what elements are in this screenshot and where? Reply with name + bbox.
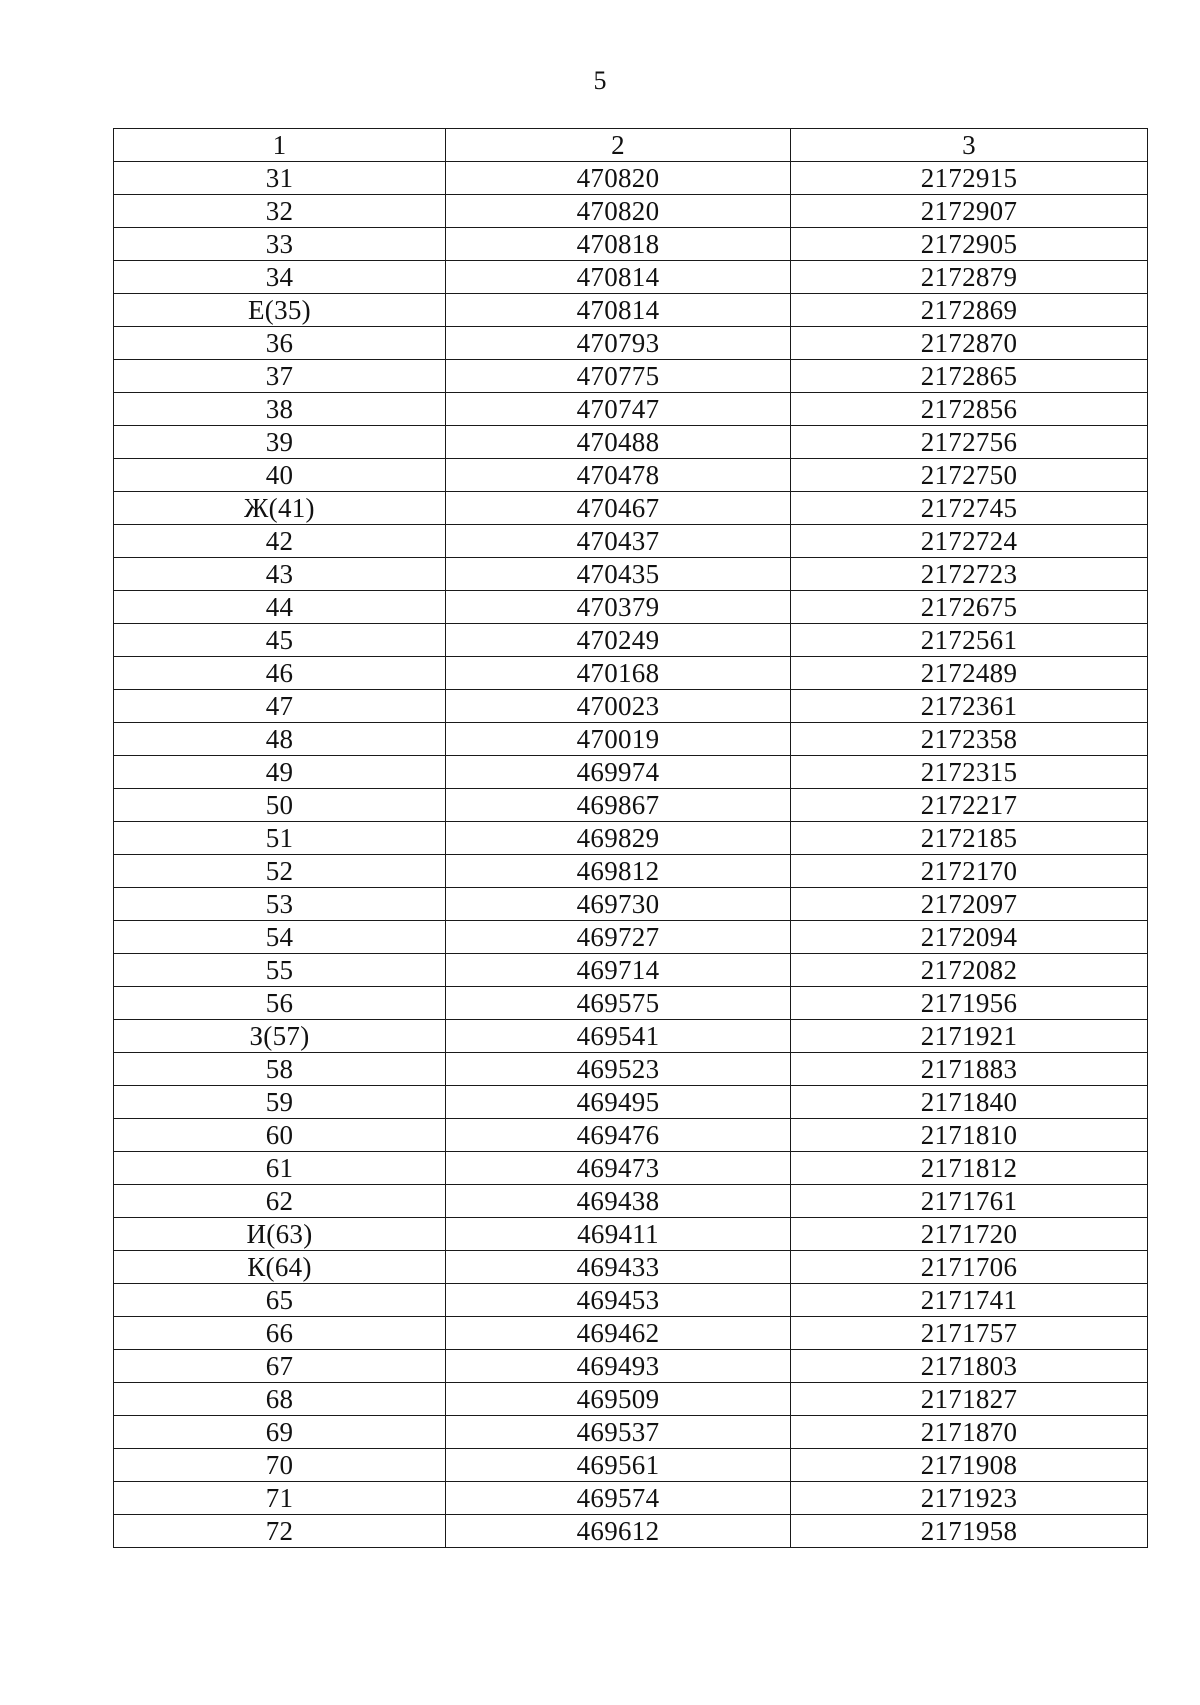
point-number-cell: 62 [114, 1185, 446, 1218]
table-row [114, 1284, 1148, 1317]
coordinate-x-cell: 469495 [446, 1086, 791, 1119]
coordinate-y-cell: 2171803 [791, 1350, 1148, 1383]
coordinate-x-cell: 469727 [446, 921, 791, 954]
coordinate-x-cell: 470478 [446, 459, 791, 492]
coordinate-y-cell: 2172489 [791, 657, 1148, 690]
table-row [114, 888, 1148, 921]
coordinate-y-cell: 2172756 [791, 426, 1148, 459]
coordinate-y-cell: 2172094 [791, 921, 1148, 954]
table-row [114, 1383, 1148, 1416]
coordinate-y-cell: 2171908 [791, 1449, 1148, 1482]
table-row [114, 1185, 1148, 1218]
table-row [114, 690, 1148, 723]
coordinate-y-cell: 2171720 [791, 1218, 1148, 1251]
coordinate-x-cell: 469714 [446, 954, 791, 987]
coordinate-y-cell: 2172750 [791, 459, 1148, 492]
coordinate-y-cell: 2172870 [791, 327, 1148, 360]
coordinate-y-cell: 2172724 [791, 525, 1148, 558]
coordinate-y-cell: 2172723 [791, 558, 1148, 591]
point-number-cell: 49 [114, 756, 446, 789]
table-row [114, 492, 1148, 525]
table-row [114, 327, 1148, 360]
coordinate-x-cell: 469473 [446, 1152, 791, 1185]
coordinate-x-cell: 469812 [446, 855, 791, 888]
point-number-cell: Ж(41) [114, 492, 446, 525]
coordinate-y-cell: 2171840 [791, 1086, 1148, 1119]
table-row [114, 855, 1148, 888]
coordinate-y-cell: 2172745 [791, 492, 1148, 525]
table-row [114, 954, 1148, 987]
point-number-cell: 52 [114, 855, 446, 888]
coordinate-x-cell: 469561 [446, 1449, 791, 1482]
coordinate-x-cell: 469493 [446, 1350, 791, 1383]
table-row [114, 756, 1148, 789]
coordinate-x-cell: 469575 [446, 987, 791, 1020]
point-number-cell: 54 [114, 921, 446, 954]
coordinate-x-cell: 470747 [446, 393, 791, 426]
coordinate-x-cell: 469829 [446, 822, 791, 855]
table-row [114, 558, 1148, 591]
point-number-cell: 59 [114, 1086, 446, 1119]
coordinate-y-cell: 2171883 [791, 1053, 1148, 1086]
coordinate-y-cell: 2172915 [791, 162, 1148, 195]
point-number-cell: 69 [114, 1416, 446, 1449]
coordinate-y-cell: 2171810 [791, 1119, 1148, 1152]
point-number-cell: 34 [114, 261, 446, 294]
table-row [114, 789, 1148, 822]
point-number-cell: 61 [114, 1152, 446, 1185]
table-row [114, 1086, 1148, 1119]
coordinate-x-cell: 469438 [446, 1185, 791, 1218]
point-number-cell: И(63) [114, 1218, 446, 1251]
point-number-cell: 45 [114, 624, 446, 657]
table-body [114, 162, 1148, 1548]
table-row [114, 1251, 1148, 1284]
coordinate-y-cell: 2172905 [791, 228, 1148, 261]
coordinate-y-cell: 2171812 [791, 1152, 1148, 1185]
point-number-cell: 65 [114, 1284, 446, 1317]
point-number-cell: 55 [114, 954, 446, 987]
table-row [114, 987, 1148, 1020]
coordinate-y-cell: 2171958 [791, 1515, 1148, 1548]
coordinate-y-cell: 2172170 [791, 855, 1148, 888]
coordinate-x-cell: 469612 [446, 1515, 791, 1548]
table-row [114, 723, 1148, 756]
column-header-2: 2 [446, 129, 791, 162]
point-number-cell: 60 [114, 1119, 446, 1152]
coordinate-x-cell: 469867 [446, 789, 791, 822]
column-header-3: 3 [791, 129, 1148, 162]
coordinate-x-cell: 469541 [446, 1020, 791, 1053]
point-number-cell: 58 [114, 1053, 446, 1086]
coordinate-x-cell: 469476 [446, 1119, 791, 1152]
point-number-cell: 56 [114, 987, 446, 1020]
point-number-cell: 40 [114, 459, 446, 492]
coordinate-y-cell: 2172869 [791, 294, 1148, 327]
coordinate-x-cell: 470793 [446, 327, 791, 360]
table-row [114, 1449, 1148, 1482]
point-number-cell: 37 [114, 360, 446, 393]
coordinate-x-cell: 470019 [446, 723, 791, 756]
coordinate-x-cell: 470820 [446, 162, 791, 195]
table-row [114, 459, 1148, 492]
table-row [114, 1053, 1148, 1086]
point-number-cell: 67 [114, 1350, 446, 1383]
coordinate-y-cell: 2171923 [791, 1482, 1148, 1515]
coordinate-y-cell: 2171761 [791, 1185, 1148, 1218]
point-number-cell: 48 [114, 723, 446, 756]
coordinate-x-cell: 469509 [446, 1383, 791, 1416]
column-header-1: 1 [114, 129, 446, 162]
point-number-cell: З(57) [114, 1020, 446, 1053]
table-row [114, 162, 1148, 195]
coordinate-y-cell: 2172879 [791, 261, 1148, 294]
coordinate-x-cell: 470818 [446, 228, 791, 261]
coordinate-y-cell: 2171827 [791, 1383, 1148, 1416]
page-number: 5 [593, 66, 607, 95]
coordinate-x-cell: 469433 [446, 1251, 791, 1284]
point-number-cell: 32 [114, 195, 446, 228]
point-number-cell: Е(35) [114, 294, 446, 327]
coordinate-x-cell: 470249 [446, 624, 791, 657]
point-number-cell: 44 [114, 591, 446, 624]
coordinate-y-cell: 2172865 [791, 360, 1148, 393]
coordinate-x-cell: 470023 [446, 690, 791, 723]
coordinate-y-cell: 2171706 [791, 1251, 1148, 1284]
table-row [114, 1152, 1148, 1185]
table-row [114, 426, 1148, 459]
point-number-cell: 33 [114, 228, 446, 261]
coordinate-x-cell: 469523 [446, 1053, 791, 1086]
point-number-cell: 70 [114, 1449, 446, 1482]
table-row [114, 1119, 1148, 1152]
table-row [114, 1482, 1148, 1515]
table-row [114, 195, 1148, 228]
coordinate-y-cell: 2171757 [791, 1317, 1148, 1350]
coordinate-y-cell: 2172097 [791, 888, 1148, 921]
table-row [114, 921, 1148, 954]
point-number-cell: К(64) [114, 1251, 446, 1284]
coordinate-x-cell: 469974 [446, 756, 791, 789]
table-row [114, 657, 1148, 690]
coordinate-x-cell: 469730 [446, 888, 791, 921]
point-number-cell: 42 [114, 525, 446, 558]
point-number-cell: 47 [114, 690, 446, 723]
point-number-cell: 53 [114, 888, 446, 921]
coordinate-x-cell: 470775 [446, 360, 791, 393]
coordinate-x-cell: 469453 [446, 1284, 791, 1317]
coordinate-y-cell: 2172561 [791, 624, 1148, 657]
point-number-cell: 71 [114, 1482, 446, 1515]
table-row [114, 822, 1148, 855]
table-header-row [114, 129, 1148, 162]
coordinate-x-cell: 469537 [446, 1416, 791, 1449]
point-number-cell: 36 [114, 327, 446, 360]
coordinate-x-cell: 470435 [446, 558, 791, 591]
coordinate-x-cell: 470820 [446, 195, 791, 228]
coordinate-y-cell: 2172185 [791, 822, 1148, 855]
coordinate-y-cell: 2171921 [791, 1020, 1148, 1053]
table-row [114, 1317, 1148, 1350]
table-row [114, 228, 1148, 261]
point-number-cell: 68 [114, 1383, 446, 1416]
coordinate-x-cell: 470437 [446, 525, 791, 558]
table-row [114, 1020, 1148, 1053]
table-row [114, 525, 1148, 558]
coordinate-x-cell: 469411 [446, 1218, 791, 1251]
coordinate-x-cell: 470488 [446, 426, 791, 459]
coordinate-x-cell: 469462 [446, 1317, 791, 1350]
coordinate-x-cell: 470379 [446, 591, 791, 624]
table-row [114, 294, 1148, 327]
point-number-cell: 31 [114, 162, 446, 195]
coordinate-y-cell: 2172361 [791, 690, 1148, 723]
table-row [114, 1218, 1148, 1251]
table-row [114, 1350, 1148, 1383]
point-number-cell: 66 [114, 1317, 446, 1350]
coordinate-y-cell: 2172217 [791, 789, 1148, 822]
coordinate-y-cell: 2171870 [791, 1416, 1148, 1449]
coordinate-y-cell: 2171956 [791, 987, 1148, 1020]
point-number-cell: 51 [114, 822, 446, 855]
point-number-cell: 39 [114, 426, 446, 459]
coordinate-x-cell: 469574 [446, 1482, 791, 1515]
coordinates-table [113, 128, 1148, 1548]
table-row [114, 1416, 1148, 1449]
table-row [114, 1515, 1148, 1548]
coordinate-x-cell: 470467 [446, 492, 791, 525]
coordinate-y-cell: 2172675 [791, 591, 1148, 624]
coordinate-x-cell: 470814 [446, 261, 791, 294]
coordinate-y-cell: 2172358 [791, 723, 1148, 756]
point-number-cell: 43 [114, 558, 446, 591]
point-number-cell: 38 [114, 393, 446, 426]
coordinate-y-cell: 2172315 [791, 756, 1148, 789]
coordinate-y-cell: 2172856 [791, 393, 1148, 426]
coordinate-x-cell: 470168 [446, 657, 791, 690]
table-row [114, 591, 1148, 624]
coordinate-y-cell: 2172082 [791, 954, 1148, 987]
table-row [114, 261, 1148, 294]
point-number-cell: 72 [114, 1515, 446, 1548]
point-number-cell: 46 [114, 657, 446, 690]
coordinate-y-cell: 2171741 [791, 1284, 1148, 1317]
table-row [114, 624, 1148, 657]
coordinate-x-cell: 470814 [446, 294, 791, 327]
coordinate-y-cell: 2172907 [791, 195, 1148, 228]
table-row [114, 360, 1148, 393]
point-number-cell: 50 [114, 789, 446, 822]
table-row [114, 393, 1148, 426]
